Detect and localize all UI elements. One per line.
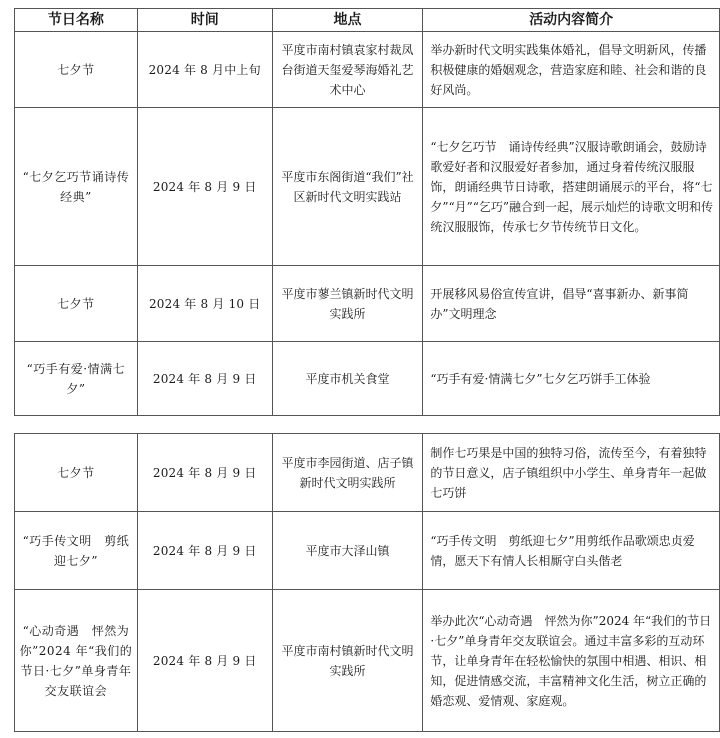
- time-cell: 2024 年 8 月 9 日: [137, 590, 272, 732]
- activity-summary-cell: “巧手传文明 剪纸迎七夕”用剪纸作品歌颂忠贞爱情，愿天下有情人长相厮守白头偕老: [423, 512, 720, 590]
- time-cell: 2024 年 8 月中上旬: [137, 32, 272, 108]
- festival-name-cell: “巧手传文明 剪纸迎七夕”: [15, 512, 138, 590]
- festival-name-cell: 七夕节: [15, 434, 138, 512]
- table-row: [15, 434, 720, 512]
- header-time: 时间: [137, 9, 272, 32]
- festival-name-cell: “七夕乞巧节诵诗传经典”: [15, 108, 138, 266]
- place-cell: 平度市南村镇袁家村裁凤台街道天玺爱琴海婚礼艺术中心: [272, 32, 423, 108]
- table-row: [15, 512, 720, 590]
- festival-name-cell: “巧手有爱·情满七夕”: [15, 342, 138, 416]
- events-table-part-2: [14, 433, 720, 732]
- place-cell: 平度市大泽山镇: [272, 512, 423, 590]
- place-cell: 平度市蓼兰镇新时代文明实践所: [272, 266, 423, 342]
- activity-summary-cell: 举办此次“心动奇遇 怦然为你”2024 年“我们的节日·七夕”单身青年交友联谊会。通过丰富多彩的互动环节，让单身青年在轻松愉快的氛围中相遇、相识、相知，促进情感交流，丰富精神文化生活，树立正确的婚恋观、爱情观、家庭观。: [423, 590, 720, 732]
- header-activity-summary: 活动内容简介: [423, 9, 720, 32]
- table-row: [15, 108, 720, 266]
- activity-summary-cell: “巧手有爱·情满七夕”七夕乞巧饼手工体验: [423, 342, 720, 416]
- events-table-part-1: [14, 8, 720, 416]
- table-row: [15, 590, 720, 732]
- festival-name-cell: 七夕节: [15, 32, 138, 108]
- activity-summary-cell: 举办新时代文明实践集体婚礼，倡导文明新风，传播积极健康的婚姻观念，营造家庭和睦、社会和谐的良好风尚。: [423, 32, 720, 108]
- place-cell: 平度市机关食堂: [272, 342, 423, 416]
- time-cell: 2024 年 8 月 10 日: [137, 266, 272, 342]
- activity-summary-cell: “七夕乞巧节 诵诗传经典”汉服诗歌朗诵会，鼓励诗歌爱好者和汉服爱好者参加，通过身着传统汉服服饰，朗诵经典节日诗歌，搭建朗诵展示的平台，将“七夕”“月”“乞巧”融合到一起，展示灿烂的诗歌文明和传统汉服服饰，传承七夕节传统节日文化。: [423, 108, 720, 266]
- table-row: [15, 342, 720, 416]
- table-row: [15, 32, 720, 108]
- table-row: [15, 266, 720, 342]
- header-place: 地点: [272, 9, 423, 32]
- activity-summary-cell: 开展移风易俗宣传宣讲，倡导“喜事新办、新事简办”文明理念: [423, 266, 720, 342]
- time-cell: 2024 年 8 月 9 日: [137, 108, 272, 266]
- header-festival-name: 节日名称: [15, 9, 138, 32]
- place-cell: 平度市南村镇新时代文明实践所: [272, 590, 423, 732]
- table-header-row: [15, 9, 720, 32]
- place-cell: 平度市东阁街道“我们”社区新时代文明实践站: [272, 108, 423, 266]
- place-cell: 平度市李园街道、店子镇新时代文明实践所: [272, 434, 423, 512]
- time-cell: 2024 年 8 月 9 日: [137, 434, 272, 512]
- festival-name-cell: “心动奇遇 怦然为你”2024 年“我们的节日·七夕”单身青年交友联谊会: [15, 590, 138, 732]
- activity-summary-cell: 制作七巧果是中国的独特习俗，流传至今，有着独特的节日意义，店子镇组织中小学生、单身青年一起做七巧饼: [423, 434, 720, 512]
- time-cell: 2024 年 8 月 9 日: [137, 342, 272, 416]
- festival-name-cell: 七夕节: [15, 266, 138, 342]
- time-cell: 2024 年 8 月 9 日: [137, 512, 272, 590]
